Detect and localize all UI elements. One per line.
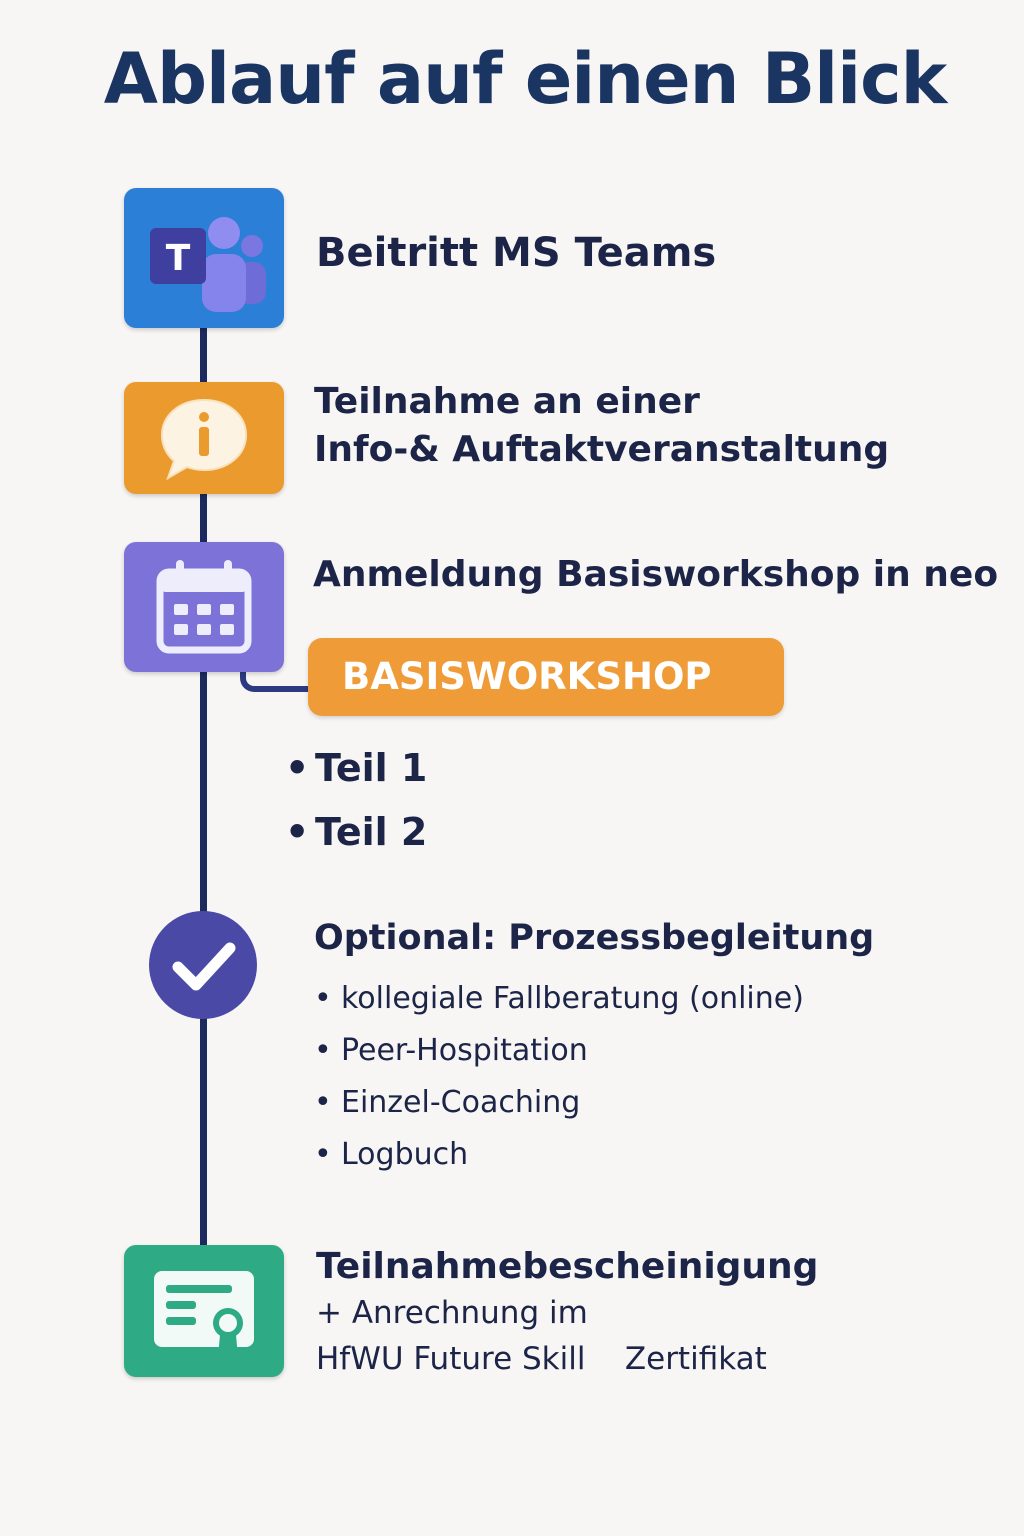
step-info-label [314, 378, 889, 474]
ms-teams-icon [124, 188, 284, 328]
page-title: Ablauf auf einen Blick [103, 38, 947, 120]
step-certificate-label [316, 1244, 818, 1382]
list-item [314, 976, 804, 1028]
step-certificate-heading: Teilnahmebescheinigung [316, 1246, 819, 1287]
list-item [285, 740, 427, 804]
list-item-label: Teil 2 [315, 810, 428, 854]
basisworkshop-badge: BASISWORKSHOP [308, 638, 784, 716]
optional-items-list [314, 976, 804, 1184]
list-item [285, 804, 427, 868]
svg-text:T: T [165, 238, 191, 279]
bullet: • [285, 746, 310, 790]
list-item-label: Logbuch [341, 1137, 469, 1172]
step-info-line-2: Info-& Auftaktveranstaltung [314, 429, 890, 470]
step-teams-label: Beitritt MS Teams [316, 230, 717, 276]
bullet: • [314, 1137, 332, 1172]
list-item [314, 1132, 804, 1184]
step-certificate-line-3: HfWU Future Skill Zertifikat [316, 1341, 767, 1377]
step-optional-heading: Optional: Prozessbegleitung [314, 918, 875, 958]
bullet: • [314, 1085, 332, 1120]
basisworkshop-parts-list [285, 740, 427, 868]
list-item-label: Einzel-Coaching [341, 1085, 581, 1120]
checkmark-circle-icon [148, 910, 258, 1020]
info-speech-bubble-icon [124, 382, 284, 494]
list-item-label: Teil 1 [315, 746, 428, 790]
list-item [314, 1028, 804, 1080]
list-item-label: kollegiale Fallberatung (online) [341, 981, 804, 1016]
bullet: • [314, 981, 332, 1016]
calendar-icon [124, 542, 284, 672]
certificate-icon [124, 1245, 284, 1377]
step-certificate-line-2: + Anrechnung im [316, 1295, 588, 1331]
step-anmeldung-label: Anmeldung Basisworkshop in neo [313, 554, 999, 595]
bullet: • [314, 1033, 332, 1068]
step-info-line-1: Teilnahme an einer [314, 381, 700, 422]
list-item-label: Peer-Hospitation [341, 1033, 588, 1068]
bullet: • [285, 810, 310, 854]
list-item [314, 1080, 804, 1132]
